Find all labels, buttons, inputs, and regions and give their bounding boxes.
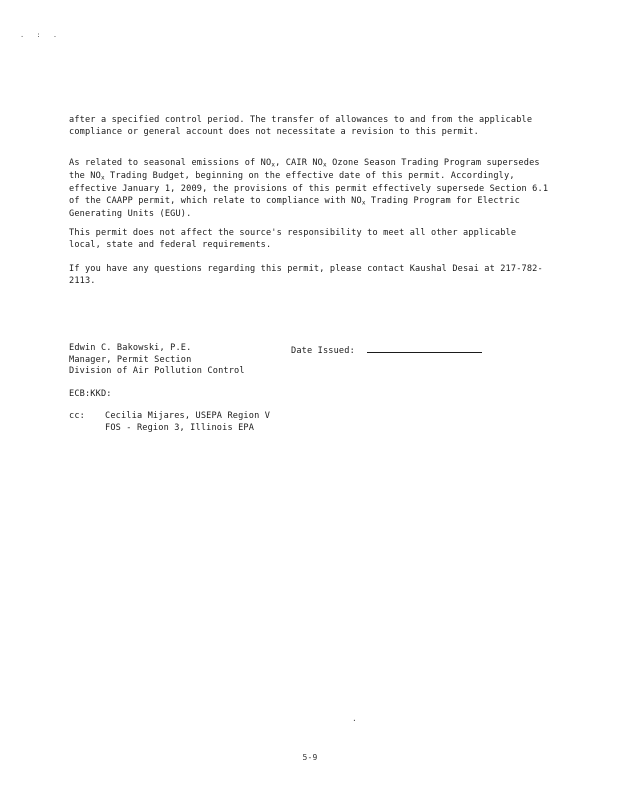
date-issued-blank-line	[367, 343, 482, 353]
date-issued-label: Date Issued:	[291, 346, 355, 356]
p2-text-e: Trading Program for Electric Generating Units (EGU).	[69, 195, 520, 219]
page-number: 5-9	[302, 753, 318, 762]
signatory-division: Division of Air Pollution Control	[69, 366, 245, 377]
paragraph-responsibility: This permit does not affect the source's responsibility to meet all other applicable local, state and federal requirements.	[69, 228, 517, 250]
p2-text-b: , CAIR NO	[275, 158, 323, 168]
p2-text-d: Trading Budget, beginning on the effective date of this permit. Accordingly, effective January 1, 2009, the provisions of this permit effectively supersede Section 6.1 of the CAAPP permit, which relate to compliance with NO	[69, 171, 549, 206]
paragraph-allowances: after a specified control period. The transfer of allowances to and from the applicable compliance or general account does not necessitate a revision to this permit.	[69, 115, 533, 137]
cc-recipients	[105, 411, 270, 434]
p2-text-c: Ozone Season Trading Program supersedes the NO	[69, 158, 540, 182]
nox-subscript: x	[271, 161, 276, 169]
signature-block	[69, 343, 245, 378]
p2-text-a: As related to seasonal emissions of NO	[69, 158, 272, 168]
stray-mark: .	[352, 714, 357, 723]
date-issued	[291, 343, 482, 358]
cc-recipient: Cecilia Mijares, USEPA Region V	[105, 411, 271, 421]
paragraph-contact: If you have any questions regarding this permit, please contact Kaushal Desai at 217-782-2113.	[69, 264, 543, 286]
corner-marks: . : .	[20, 31, 62, 39]
cc-recipient: FOS - Region 3, Illinois EPA	[105, 422, 255, 433]
paragraph-nox-trading	[69, 158, 549, 220]
signatory-name: Edwin C. Bakowski, P.E.	[69, 343, 192, 353]
cc-label: cc:	[69, 411, 85, 421]
nox-subscript: x	[323, 161, 327, 169]
nox-subscript: x	[361, 199, 366, 207]
signatory-title: Manager, Permit Section	[69, 354, 192, 365]
reference-initials: ECB:KKD:	[69, 389, 112, 399]
nox-subscript: x	[100, 174, 105, 182]
